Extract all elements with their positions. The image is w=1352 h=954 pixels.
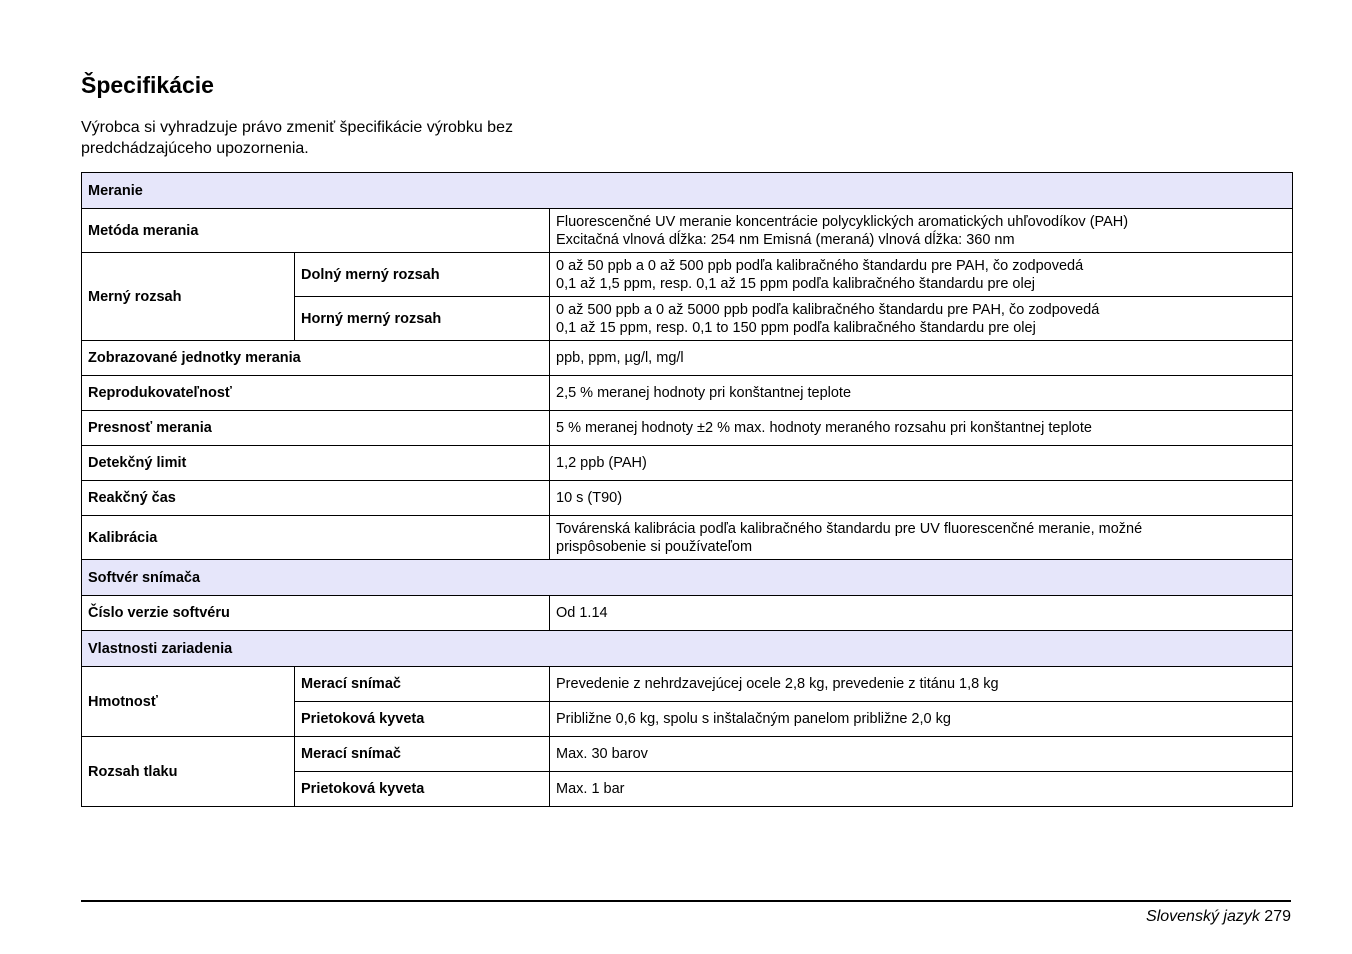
sublabel-hmotnost-snimac: Merací snímač	[295, 667, 550, 702]
row-value-detekcny: 1,2 ppb (PAH)	[550, 446, 1293, 481]
section-header-meranie: Meranie	[82, 173, 1293, 209]
page-title: Špecifikácie	[81, 72, 214, 98]
row-value-jednotky: ppb, ppm, µg/l, mg/l	[550, 341, 1293, 376]
section-header-softver: Softvér snímača	[82, 560, 1293, 596]
row-label-jednotky: Zobrazované jednotky merania	[82, 341, 550, 376]
row-label-tlak: Rozsah tlaku	[82, 737, 295, 807]
page-footer	[1146, 908, 1291, 926]
row-value-dolny	[550, 253, 1293, 297]
row-label-detekcny: Detekčný limit	[82, 446, 550, 481]
table-row	[82, 376, 1293, 411]
table-row	[82, 481, 1293, 516]
row-value-reprodukovatelnost: 2,5 % meranej hodnoty pri konštantnej teplote	[550, 376, 1293, 411]
row-value-hmotnost-kyveta: Približne 0,6 kg, spolu s inštalačným panelom približne 2,0 kg	[550, 702, 1293, 737]
row-value-tlak-snimac: Max. 30 barov	[550, 737, 1293, 772]
sublabel-hmotnost-kyveta: Prietoková kyveta	[295, 702, 550, 737]
section-header-vlastnosti: Vlastnosti zariadenia	[82, 631, 1293, 667]
row-value-horny	[550, 297, 1293, 341]
table-row	[82, 253, 1293, 297]
row-label-reakcny: Reakčný čas	[82, 481, 550, 516]
row-value-tlak-kyveta: Max. 1 bar	[550, 772, 1293, 807]
value-line: 0,1 až 15 ppm, resp. 0,1 to 150 ppm podľa kalibračného štandardu pre olej	[556, 319, 1036, 336]
table-row	[82, 667, 1293, 702]
value-line: Továrenská kalibrácia podľa kalibračného štandardu pre UV fluorescenčné meranie, možné	[556, 520, 1143, 537]
row-label-presnost: Presnosť merania	[82, 411, 550, 446]
row-label-metoda: Metóda merania	[82, 209, 550, 253]
table-row	[82, 446, 1293, 481]
table-row	[82, 341, 1293, 376]
value-line: 0,1 až 1,5 ppm, resp. 0,1 až 15 ppm podľa kalibračného štandardu pre olej	[556, 275, 1036, 292]
sublabel-dolny: Dolný merný rozsah	[295, 253, 550, 297]
value-line: Excitačná vlnová dĺžka: 254 nm Emisná (meraná) vlnová dĺžka: 360 nm	[556, 231, 1015, 248]
table-row	[82, 209, 1293, 253]
row-value-reakcny: 10 s (T90)	[550, 481, 1293, 516]
intro-text: Výrobca si vyhradzuje právo zmeniť špecifikácie výrobku bez predchádzajúceho upozornenia.	[81, 119, 513, 157]
sublabel-tlak-kyveta: Prietoková kyveta	[295, 772, 550, 807]
value-line: 0 až 500 ppb a 0 až 5000 ppb podľa kalibračného štandardu pre PAH, čo zodpovedá	[556, 301, 1100, 318]
row-label-verzia: Číslo verzie softvéru	[82, 596, 550, 631]
sublabel-tlak-snimac: Merací snímač	[295, 737, 550, 772]
footer-divider	[81, 900, 1291, 902]
row-value-presnost: 5 % meranej hodnoty ±2 % max. hodnoty meraného rozsahu pri konštantnej teplote	[550, 411, 1293, 446]
specifications-table	[81, 172, 1293, 807]
sublabel-horny: Horný merný rozsah	[295, 297, 550, 341]
row-label-rozsah: Merný rozsah	[82, 253, 295, 341]
value-line: Fluorescenčné UV meranie koncentrácie polycyklických aromatických uhľovodíkov (PAH)	[556, 213, 1129, 230]
row-label-hmotnost: Hmotnosť	[82, 667, 295, 737]
table-row	[82, 596, 1293, 631]
table-row	[82, 737, 1293, 772]
table-row	[82, 411, 1293, 446]
row-value-kalibracia	[550, 516, 1293, 560]
row-label-reprodukovatelnost: Reprodukovateľnosť	[82, 376, 550, 411]
value-line: prispôsobenie si používateľom	[556, 538, 753, 555]
row-value-metoda	[550, 209, 1293, 253]
footer-language: Slovenský jazyk	[1146, 908, 1260, 925]
row-label-kalibracia: Kalibrácia	[82, 516, 550, 560]
row-value-verzia: Od 1.14	[550, 596, 1293, 631]
page-number: 279	[1264, 908, 1291, 925]
value-line: 0 až 50 ppb a 0 až 500 ppb podľa kalibračného štandardu pre PAH, čo zodpovedá	[556, 257, 1084, 274]
row-value-hmotnost-snimac: Prevedenie z nehrdzavejúcej ocele 2,8 kg, prevedenie z titánu 1,8 kg	[550, 667, 1293, 702]
table-row	[82, 516, 1293, 560]
